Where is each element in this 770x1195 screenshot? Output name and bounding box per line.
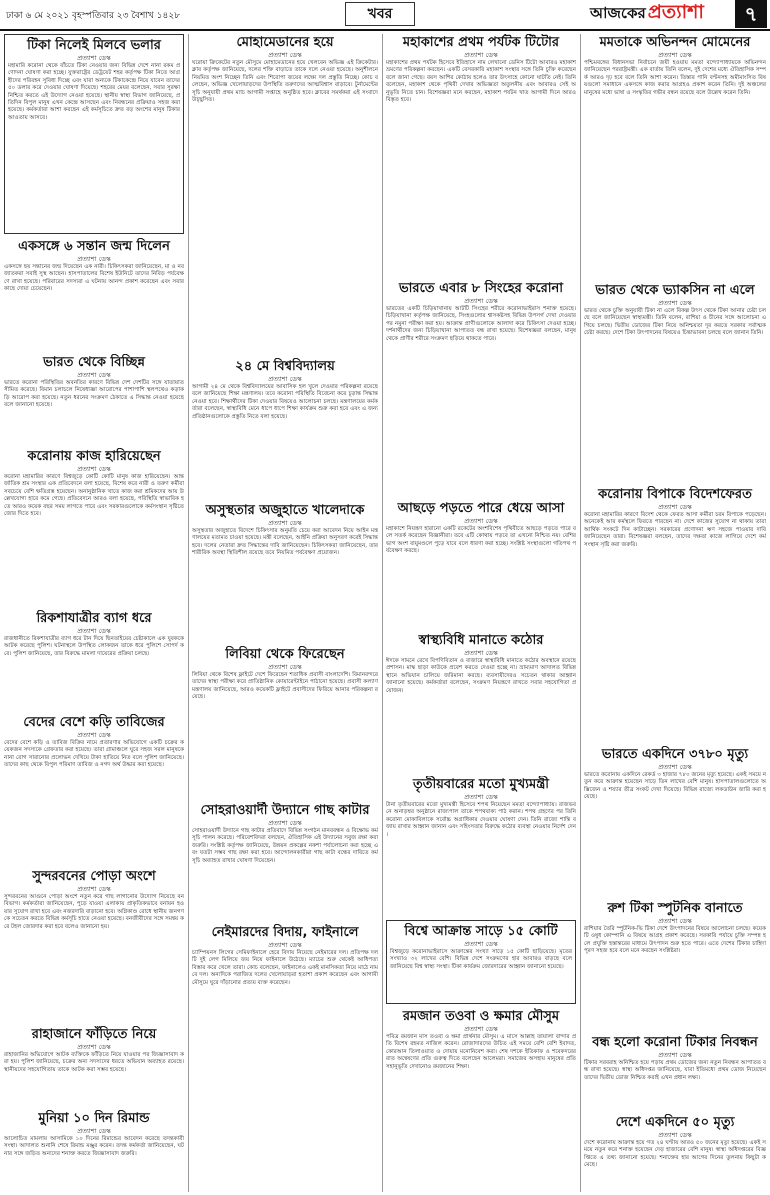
article: [584, 1114, 766, 1192]
article: [584, 900, 766, 1030]
article: [192, 646, 378, 798]
article-byline: প্রত্যাশা ডেস্ক: [268, 663, 302, 671]
article-body: মহাকাশে নিয়ন্ত্রণ হারানো একটি রকেটের অংশবিশেষ পৃথিবীতে আছড়ে পড়তে পারে বলে সতর্ক করেছেন বিজ্ঞানীরা। তবে এটি কোথায় পড়বে তা এখনো নিশ্চিত নয়। বেশিরভাগ অংশ বায়ুমণ্ডলে পুড়ে যাবে বলে ধারণা করা হচ্ছে। সংশ্লিষ্ট সংস্থাগুলো গতিপথ পর্যবেক্ষণ করছে।: [386, 526, 576, 555]
article-byline: প্রত্যাশা ডেস্ক: [268, 819, 302, 827]
article-byline: প্রত্যাশা ডেস্ক: [77, 885, 111, 893]
article-body: করোনা মহামারির কারণে বিদেশ থেকে ফেরত আসা কর্মীরা চরম বিপাকে পড়েছেন। অনেকেই আর কর্মস্থলে ফিরতে পারছেন না। দেশে কাজের সুযোগ না থাকায় তারা আর্থিক সংকটে দিন কাটাচ্ছেন। সরকারের প্রণোদনা ঋণ সহজে পাওয়ার দাবি জানিয়েছেন তারা। বিশেষজ্ঞরা বলছেন, তাদের দক্ষতা কাজে লাগিয়ে দেশে কর্মসংস্থান সৃষ্টি করা জরুরি।: [584, 512, 766, 548]
article-headline: করোনায় কাজ হারিয়েছেন: [27, 449, 161, 464]
article-body: ভারতে করোনায় একদিনে রেকর্ড ৩ হাজার ৭৮০ জনের মৃত্যু হয়েছে। একই সময়ে নতুন করে আক্রান্ত হয়েছেন সাড়ে তিন লাখের বেশি মানুষ। হাসপাতালগুলোতে অক্সিজেন ও শয্যার তীব্র সংকট দেখা দিয়েছে। বিভিন্ন রাজ্যে লকডাউন জারি করা হয়েছে।: [584, 772, 766, 801]
article-byline: প্রত্যাশা ডেস্ক: [464, 649, 498, 657]
column-divider: [580, 34, 581, 1192]
article: [4, 610, 184, 710]
article-body: ভারত থেকে চুক্তি অনুযায়ী টিকা না এলে বিকল্প উৎস থেকে টিকা আনার চেষ্টা চলছে বলে জানিয়েছেন স্বাস্থ্যমন্ত্রী। তিনি বলেন, রাশিয়া ও চীনের সঙ্গে আলোচনা এগিয়ে চলছে। দ্বিতীয় ডোজের টিকা নিয়ে অনিশ্চয়তা দূর করতে সরকার সর্বাত্মক চেষ্টা করছে। দেশে টিকা উৎপাদনের বিষয়েও চিন্তাভাবনা চলছে বলে জানান তিনি।: [584, 308, 766, 337]
article-byline: প্রত্যাশা ডেস্ক: [268, 375, 302, 383]
article-headline: বিশ্বে আক্রান্ত সাড়ে ১৫ কোটি: [404, 924, 558, 939]
article-body: বেদের বেশে কড়ি ও তাবিজ বিক্রির নামে প্রতারণার অভিযোগে একটি চক্রের কয়েকজন সদস্যকে গ্রেফতার করা হয়েছে। তারা গ্রামাঞ্চলে ঘুরে সহজ সরল মানুষকে নানা রোগ সারানোর প্রলোভন দেখিয়ে টাকা হাতিয়ে নিত বলে পুলিশ জানিয়েছে। তাদের কাছ থেকে বিপুল পরিমাণ তাবিজ ও নগদ অর্থ উদ্ধার করা হয়েছে।: [4, 740, 184, 769]
article-byline: প্রত্যাশা ডেস্ক: [464, 51, 498, 59]
article-headline: মোহামেডানের হয়ে: [236, 35, 334, 50]
article: [192, 924, 378, 1192]
article-body: টিকার সরবরাহ অনিশ্চিত হয়ে পড়ায় প্রথম ডোজের জন্য নতুন নিবন্ধন আপাতত বন্ধ রাখা হয়েছে। স্বাস্থ্য অধিদপ্তর জানিয়েছে, যারা ইতিমধ্যে প্রথম ডোজ নিয়েছেন তাদের দ্বিতীয় ডোজ নিশ্চিত করাই এখন প্রধান লক্ষ্য।: [584, 1060, 766, 1081]
article: [4, 1110, 184, 1192]
article-headline: রাহাজানে ফাঁড়িতে নিয়ে: [31, 1027, 157, 1042]
article-headline: রুশ টিকা স্পুটনিক বানাতে: [607, 901, 743, 916]
article-headline: নেইমারদের বিদায়, ফাইনালে: [211, 925, 359, 940]
page-number: ৭: [735, 0, 767, 28]
logo-text-part1: আজকের: [590, 3, 646, 22]
article-byline: প্রত্যাশা ডেস্ক: [77, 54, 111, 62]
issue-date: ঢাকা ৬ মে ২০২১ বৃহস্পতিবার ২৩ বৈশাখ ১৪২৮: [6, 11, 181, 21]
column-2: [192, 34, 378, 1192]
article-headline: সোহরাওয়ার্দী উদ্যানে গাছ কাটার: [200, 803, 370, 818]
article-body: মহামারি করোনা থেকে বাঁচতে টিকা নেওয়ার জন্য বিভিন্ন দেশে নানা রকম প্রণোদনা ঘোষণা করা হচ্ছে। যুক্তরাষ্ট্রের ডেট্রয়েট শহর কর্তৃপক্ষ টিকা নিতে আগ্রহীদের পরিবহন সুবিধা দিচ্ছে এবং যারা অন্যকে টিকাকেন্দ্রে নিয়ে যাবেন তাদের ৫০ ডলার করে দেওয়ার ঘোষণা দিয়েছে। শহরের মেয়র বলেছেন, সবার সুরক্ষা নিশ্চিত করতে এই উদ্যোগ নেওয়া হয়েছে। স্থানীয় স্বাস্থ্য বিভাগ জানিয়েছে, প্রতিদিন বিপুল মানুষ এখন কেন্দ্রে আসছেন এবং নিবন্ধনের প্রক্রিয়াও সহজ করা হয়েছে। কর্মকর্তারা আশা করছেন এই কর্মসূচিতে দ্রুত বড় অংশের মানুষ টিকার আওতায় আসবে।: [8, 63, 180, 121]
article-byline: প্রত্যাশা ডেস্ক: [77, 731, 111, 739]
article-byline: প্রত্যাশা ডেস্ক: [77, 1127, 111, 1135]
article-headline: মমতাকে অভিনন্দন মোমেনের: [599, 35, 751, 50]
article-byline: প্রত্যাশা ডেস্ক: [658, 1131, 692, 1139]
section-label: খবর: [345, 2, 415, 26]
article-body: ঘরোয়া ক্রিকেটের নতুন মৌসুমে মোহামেডানের হয়ে খেলবেন অভিজ্ঞ এই ক্রিকেটার। ক্লাব কর্তৃপক্ষ জানিয়েছে, দলের শক্তি বাড়াতে তাকে দলে নেওয়া হয়েছে। অনুশীলনে নিয়মিত অংশ নিচ্ছেন তিনি এবং শিরোপা জয়ের লক্ষ্যে দল প্রস্তুতি নিচ্ছে। কোচ বলেছেন, অভিজ্ঞ খেলোয়াড়দের উপস্থিতি তরুণদের আত্মবিশ্বাস বাড়াবে। টুর্নামেন্টের সূচি অনুযায়ী প্রথম ম্যাচ আগামী সপ্তাহে অনুষ্ঠিত হবে। ক্লাবের সমর্থকরা এই সংবাদে উচ্ছ্বসিত।: [192, 60, 378, 104]
article-body: রাশিয়ার তৈরি স্পুটনিক-ভি টিকা দেশে উৎপাদনের বিষয়ে আলোচনা চলছে। কয়েকটি ওষুধ কোম্পানি এ বিষয়ে আগ্রহ প্রকাশ করেছে। সরকারি পর্যায়ে চুক্তি সম্পন্ন হলে প্রযুক্তি হস্তান্তরের মাধ্যমে উৎপাদন শুরু হতে পারে। এতে দেশের টিকার চাহিদা পূরণ সহজ হবে বলে মনে করছেন সংশ্লিষ্টরা।: [584, 926, 766, 955]
article-byline: প্রত্যাশা ডেস্ক: [658, 503, 692, 511]
article-headline: ভারত থেকে ভ্যাকসিন না এলে: [595, 283, 755, 298]
article-byline: প্রত্যাশা ডেস্ক: [464, 1025, 498, 1033]
article-body: পবিত্র রমজান মাস তওবা ও ক্ষমা প্রার্থনার মৌসুম। এ মাসে আল্লাহ তায়ালা বান্দার প্রতি বিশেষ রহমত নাজিল করেন। রোজাদারদের উচিত এই সময়ে বেশি বেশি ইবাদত, কোরআন তিলাওয়াত ও দোয়ায় মনোনিবেশ করা। শেষ দশকে ইতিকাফ ও শবেকদরের রাত অন্বেষণের প্রতি গুরুত্ব দিতে বলেছেন আলেমরা। সমাজের অসহায় মানুষের প্রতি সহানুভূতি দেখানোও রমজানের শিক্ষা।: [386, 1034, 576, 1070]
article: [386, 1008, 576, 1192]
article: [192, 502, 378, 642]
article-headline: অসুস্থতার অজুহাতে খালেদাকে: [205, 503, 365, 518]
article-headline: আছড়ে পড়তে পারে ধেয়ে আসা: [397, 501, 565, 516]
newspaper-logo: [590, 1, 704, 27]
article-headline: মহাকাশের প্রথম পর্যটক টিটোর: [402, 35, 560, 50]
article-body: লিবিয়া থেকে বিশেষ ফ্লাইটে দেশে ফিরেছেন শতাধিক প্রবাসী বাংলাদেশি। বিমানবন্দরে তাদের স্বাস্থ্য পরীক্ষা করে প্রাতিষ্ঠানিক কোয়ারেন্টাইনে পাঠানো হয়েছে। প্রবাসী কল্যাণ মন্ত্রণালয় জানিয়েছে, আরও কয়েকটি ফ্লাইটে প্রবাসীদের ফিরিয়ে আনার পরিকল্পনা রয়েছে।: [192, 672, 378, 701]
article-headline: ভারতে এবার ৮ সিংহের করোনা: [398, 281, 564, 296]
article-byline: প্রত্যাশা ডেস্ক: [77, 255, 111, 263]
column-4: [584, 34, 766, 1192]
article-byline: প্রত্যাশা ডেস্ক: [77, 1043, 111, 1051]
article: [386, 280, 576, 496]
article: [4, 448, 184, 606]
article-headline: দেশে একদিনে ৫০ মৃত্যু: [615, 1115, 735, 1130]
article-byline: প্রত্যাশা ডেস্ক: [658, 917, 692, 925]
article: [386, 920, 576, 1004]
article-body: ঈদকে সামনে রেখে বিপণিবিতান ও বাজারে স্বাস্থ্যবিধি মানাতে কঠোর অবস্থানে রয়েছে প্রশাসন। মাস্ক ছাড়া কাউকে প্রবেশ করতে দেওয়া হচ্ছে না। ভ্রাম্যমাণ আদালত বিভিন্ন স্থানে অভিযান চালিয়ে জরিমানা করছে। ব্যবসায়ীদেরও সচেতন থাকার আহ্বান জানানো হয়েছে। কর্মকর্তারা বলেছেন, সংক্রমণ নিয়ন্ত্রণে রাখতে সবার সহযোগিতা প্রয়োজন।: [386, 658, 576, 694]
article-body: সুন্দরবনের আগুনে পোড়া অংশে নতুন করে গাছ লাগানোর উদ্যোগ নিয়েছে বন বিভাগ। কর্মকর্তারা জানিয়েছেন, পুড়ে যাওয়া এলাকায় প্রাকৃতিকভাবে বনায়ন হওয়ার সুযোগ রাখা হবে এবং নজরদারি বাড়ানো হবে। অগ্নিকাণ্ড রোধে স্থানীয় জনগণকে সচেতন করতে বিভিন্ন কর্মসূচি হাতে নেওয়া হয়েছে। বনজীবীদের সঙ্গে সমন্বয় করে টহল জোরদার করা হবে বলেও জানানো হয়।: [4, 894, 184, 930]
column-divider: [382, 34, 383, 1192]
article: [4, 714, 184, 864]
article-body: ভারতের একটি চিড়িয়াখানায় আটটি সিংহের শরীরে করোনাভাইরাস শনাক্ত হয়েছে। চিড়িয়াখানা কর্তৃপক্ষ জানিয়েছে, সিংহগুলোর শ্বাসকষ্টসহ বিভিন্ন উপসর্গ দেখা দেওয়ার পর নমুনা পরীক্ষা করা হয়। আক্রান্ত প্রাণীগুলোকে আলাদা করে চিকিৎসা দেওয়া হচ্ছে। দর্শনার্থীদের জন্য চিড়িয়াখানা আপাতত বন্ধ রাখা হয়েছে। বিশেষজ্ঞরা বলছেন, মানুষ থেকে প্রাণীর শরীরে সংক্রমণ ছড়িয়ে থাকতে পারে।: [386, 306, 576, 342]
article-body: পশ্চিমবঙ্গের বিধানসভা নির্বাচনে জয়ী হওয়ায় মমতা বন্দ্যোপাধ্যায়কে অভিনন্দন জানিয়েছেন পররাষ্ট্রমন্ত্রী। এক বার্তায় তিনি বলেন, দুই দেশের মধ্যে ঐতিহাসিক সম্পর্ক আরও দৃঢ় হবে বলে তিনি আশা করেন। তিস্তার পানি বণ্টনসহ অমীমাংসিত বিষয়গুলো সমাধানে একসঙ্গে কাজ করার আগ্রহও প্রকাশ করেন তিনি। দুই অঞ্চলের মানুষের মধ্যে ভাষা ও সংস্কৃতির গভীর বন্ধন রয়েছে বলে উল্লেখ করেন তিনি।: [584, 60, 766, 96]
article-body: টানা তৃতীয়বারের মতো মুখ্যমন্ত্রী হিসেবে শপথ নিয়েছেন মমতা বন্দ্যোপাধ্যায়। রাজভবনে অনাড়ম্বর অনুষ্ঠানে রাজ্যপাল তাকে শপথবাক্য পাঠ করান। শপথ গ্রহণের পর তিনি করোনা মোকাবিলাকে সর্বোচ্চ অগ্রাধিকার দেওয়ার ঘোষণা দেন। তিনি রাজ্যে শান্তি বজায় রাখার আহ্বান জানান এবং সহিংসতার বিরুদ্ধে কঠোর ব্যবস্থা নেওয়ার নির্দেশ দেন।: [386, 802, 576, 838]
article: [192, 358, 378, 498]
article-body: দেশে করোনায় আক্রান্ত হয়ে গত ২৪ ঘণ্টায় আরও ৫০ জনের মৃত্যু হয়েছে। একই সময়ে নতুন করে শনাক্ত হয়েছেন দেড় হাজারের বেশি মানুষ। স্বাস্থ্য অধিদপ্তরের বিজ্ঞপ্তিতে এ তথ্য জানানো হয়েছে। শনাক্তের হার আগের দিনের তুলনায় কিছুটা কমেছে।: [584, 1140, 766, 1169]
article: [192, 34, 378, 354]
article-headline: রিকশাযাত্রীর ব্যাগ ধরে: [36, 611, 152, 626]
article-headline: একসঙ্গে ৬ সন্তান জন্ম দিলেন: [18, 239, 170, 254]
article: [4, 868, 184, 1022]
article: [386, 632, 576, 772]
article-body: বিশ্বজুড়ে করোনাভাইরাসে আক্রান্তের সংখ্যা সাড়ে ১৫ কোটি ছাড়িয়েছে। মৃতের সংখ্যাও ৩২ লাখের বেশি। বিভিন্ন দেশে সংক্রমণের হার আবারও বাড়ছে বলে জানিয়েছে বিশ্ব স্বাস্থ্য সংস্থা। টিকা কার্যক্রম জোরদারের আহ্বান জানানো হয়েছে।: [390, 949, 572, 970]
article-byline: প্রত্যাশা ডেস্ক: [464, 793, 498, 801]
masthead-rule: [0, 29, 770, 31]
article-headline: তৃতীয়বারের মতো মুখ্যমন্ত্রী: [413, 777, 549, 792]
article-byline: প্রত্যাশা ডেস্ক: [268, 519, 302, 527]
article-headline: ভারত থেকে বিচ্ছিন্ন: [43, 355, 145, 370]
article-headline: মুনিয়া ১০ দিন রিমান্ড: [38, 1111, 150, 1126]
article: [584, 746, 766, 896]
article: [584, 1034, 766, 1110]
article-byline: প্রত্যাশা ডেস্ক: [77, 465, 111, 473]
article-body: মহাকাশের প্রথম পর্যটক হিসেবে ইতিহাসে নাম লেখানো ডেনিস টিটো আবারও মহাকাশ ভ্রমণের পরিকল্পনা করছেন। একটি বেসরকারি মহাকাশ সংস্থার সঙ্গে তিনি চুক্তি করেছেন বলে জানা গেছে। বয়স আশির কোঠায় হলেও তার উৎসাহে কোনো ঘাটতি নেই। তিনি বলেছেন, মহাকাশ থেকে পৃথিবী দেখার অভিজ্ঞতা অতুলনীয় এবং আবারও সেই অনুভূতি নিতে চান। বিশেষজ্ঞরা মনে করছেন, মহাকাশ পর্যটন খাত আগামী দিনে আরও বিস্তৃত হবে।: [386, 60, 576, 104]
article: [386, 500, 576, 628]
article: [584, 34, 766, 278]
article-body: রাজধানীতে রিকশাযাত্রীর ব্যাগ ধরে টান দিয়ে ছিনতাইয়ের চেষ্টাকালে এক যুবককে আটক করেছে পুলিশ। ঘটনাস্থলে উপস্থিত লোকজন তাকে ধরে পুলিশে সোপর্দ করে। পুলিশ জানিয়েছে, তার বিরুদ্ধে মামলা দায়েরের প্রক্রিয়া চলছে।: [4, 636, 184, 657]
article-body: আলোচিত মামলায় আসামিকে ১০ দিনের রিমান্ডের আবেদন করেছে তদন্তকারী সংস্থা। আদালত শুনানি শেষে রিমান্ড মঞ্জুর করেন। তদন্ত কর্মকর্তা জানিয়েছেন, ঘটনার সঙ্গে জড়িত অন্যদের শনাক্ত করতে জিজ্ঞাসাবাদ জরুরি।: [4, 1136, 184, 1157]
logo-text-part2: প্রত্যাশা: [647, 1, 704, 23]
column-1: [4, 34, 184, 1192]
article: [4, 34, 184, 234]
article-headline: টিকা নিলেই মিলবে ভলার: [27, 38, 161, 53]
column-3: [386, 34, 576, 1192]
article-body: সোহরাওয়ার্দী উদ্যানে গাছ কাটার প্রতিবাদে বিভিন্ন সংগঠন মানববন্ধন ও বিক্ষোভ কর্মসূচি পালন করেছে। পরিবেশবিদরা বলছেন, ঐতিহাসিক এই উদ্যানের সবুজ রক্ষা করা জরুরি। সংশ্লিষ্ট কর্তৃপক্ষ জানিয়েছে, উন্নয়ন প্রকল্পের নকশা পর্যালোচনা করা হচ্ছে এবং যতটা সম্ভব গাছ রক্ষা করা হবে। আন্দোলনকারীরা গাছ কাটা বন্ধের দাবিতে কর্মসূচি অব্যাহত রাখার ঘোষণা দিয়েছেন।: [192, 828, 378, 864]
article: [4, 1026, 184, 1106]
article-byline: প্রত্যাশা ডেস্ক: [77, 627, 111, 635]
article-headline: স্বাস্থ্যবিধি মানাতে কঠোর: [418, 633, 544, 648]
article-byline: প্রত্যাশা ডেস্ক: [658, 1051, 692, 1059]
article-headline: করোনায় বিপাকে বিদেশফেরত: [598, 487, 752, 502]
article-byline: প্রত্যাশা ডেস্ক: [464, 517, 498, 525]
article-byline: প্রত্যাশা ডেস্ক: [268, 941, 302, 949]
article-byline: প্রত্যাশা ডেস্ক: [658, 51, 692, 59]
article-body: চ্যাম্পিয়নস লিগের সেমিফাইনালে হেরে বিদায় নিয়েছে নেইমারের দল। প্রতিপক্ষ দলটি দুই লেগ মিলিয়ে জয় নিয়ে ফাইনালে উঠেছে। ম্যাচের শুরু থেকেই আধিপত্য বিস্তার করে খেলে তারা। কোচ বলেছেন, ফাইনালেও একই মানসিকতা নিয়ে মাঠে নামবে দল। অন্যদিকে পরাজিত দলের খেলোয়াড়রা হতাশা প্রকাশ করেছেন এবং আগামী মৌসুমে ঘুরে দাঁড়ানোর প্রত্যয় ব্যক্ত করেছেন।: [192, 950, 378, 986]
article-headline: সুন্দরবনের পোড়া অংশে: [32, 869, 156, 884]
article-body: ভারতে করোনা পরিস্থিতির অবনতির কারণে বিভিন্ন দেশ দেশটির সঙ্গে যাতায়াত সীমিত করেছে। বিমান চলাচলে নিষেধাজ্ঞা আরোপের পাশাপাশি স্থলপথেও কড়াকড়ি আরোপ করা হয়েছে। নতুন ধরনের সংক্রমণ ঠেকাতে এ সিদ্ধান্ত নেওয়া হয়েছে বলে জানানো হয়েছে।: [4, 380, 184, 409]
masthead: [0, 0, 770, 30]
article-headline: লিবিয়া থেকে ফিরেছেন: [225, 647, 345, 662]
article-body: রাহাজানির অভিযোগে আটক ব্যক্তিকে ফাঁড়িতে নিয়ে যাওয়ার পর জিজ্ঞাসাবাদ করা হয়। পুলিশ জানিয়েছে, চক্রের অন্য সদস্যদের ধরতে অভিযান অব্যাহত রয়েছে। স্থানীয়দের সহযোগিতায় তাকে আটক করা সম্ভব হয়েছে।: [4, 1052, 184, 1073]
article-headline: বেদের বেশে কড়ি তাবিজের: [23, 715, 165, 730]
article-body: আগামী ২৪ মে থেকে বিশ্ববিদ্যালয়ের আবাসিক হল খুলে দেওয়ার পরিকল্পনা রয়েছে বলে জানিয়েছে শিক্ষা মন্ত্রণালয়। তবে করোনা পরিস্থিতি বিবেচনা করে চূড়ান্ত সিদ্ধান্ত নেওয়া হবে। শিক্ষার্থীদের টিকা দেওয়ার বিষয়েও আলোচনা চলছে। মন্ত্রণালয়ের কর্মকর্তারা বলেছেন, স্বাস্থ্যবিধি মেনে ধাপে ধাপে শিক্ষা কার্যক্রম শুরু করা হবে এবং এ জন্য প্রতিষ্ঠানগুলোকে প্রস্তুতি নিতে বলা হয়েছে।: [192, 384, 378, 420]
article-headline: ভারতে একদিনে ৩৭৮০ মৃত্যু: [601, 747, 749, 762]
article-byline: প্রত্যাশা ডেস্ক: [658, 763, 692, 771]
article: [4, 238, 184, 350]
article: [386, 34, 576, 276]
article-headline: রমজান তওবা ও ক্ষমার মৌসুম: [402, 1009, 560, 1024]
article: [192, 802, 378, 920]
article: [584, 282, 766, 482]
article-body: করোনা মহামারির কারণে বিশ্বজুড়ে কোটি কোটি মানুষ কাজ হারিয়েছেন। আন্তর্জাতিক শ্রম সংস্থার এক প্রতিবেদনে বলা হয়েছে, বিশেষ করে নারী ও তরুণ কর্মীরা সবচেয়ে বেশি ক্ষতিগ্রস্ত হয়েছেন। অনানুষ্ঠানিক খাতে কাজ করা শ্রমিকদের আয় উল্লেখযোগ্য হারে কমে গেছে। প্রতিবেদনে আরও বলা হয়েছে, পরিস্থিতি স্বাভাবিক হতে আরও কয়েক বছর সময় লাগতে পারে এবং সরকারগুলোকে কর্মসংস্থান সৃষ্টিতে জোর দিতে হবে।: [4, 474, 184, 518]
article: [584, 486, 766, 742]
article-body: অসুস্থতার অজুহাতে বিদেশে চিকিৎসার অনুমতি চেয়ে করা আবেদন নিয়ে আইন মন্ত্রণালয়ের মতামত চাওয়া হয়েছে। মন্ত্রী বলেছেন, আইনি প্রক্রিয়া অনুসরণ করেই সিদ্ধান্ত হবে। দলের নেতারা দ্রুত সিদ্ধান্তের দাবি জানিয়েছেন। চিকিৎসকরা জানিয়েছেন, তার শারীরিক অবস্থা স্থিতিশীল রয়েছে তবে নিয়মিত পর্যবেক্ষণ প্রয়োজন।: [192, 528, 378, 557]
article-headline: ২৪ মে বিশ্ববিদ্যালয়: [235, 359, 335, 374]
article-byline: প্রত্যাশা ডেস্ক: [77, 371, 111, 379]
article-byline: প্রত্যাশা ডেস্ক: [464, 297, 498, 305]
article: [386, 776, 576, 916]
article-headline: বন্ধ হলো করোনা টিকার নিবন্ধন: [592, 1035, 758, 1050]
article-byline: প্রত্যাশা ডেস্ক: [658, 299, 692, 307]
article-byline: প্রত্যাশা ডেস্ক: [268, 51, 302, 59]
article: [4, 354, 184, 444]
column-divider: [188, 34, 189, 1192]
article-byline: প্রত্যাশা ডেস্ক: [464, 940, 498, 948]
article-body: একসঙ্গে ছয় সন্তানের জন্ম দিয়েছেন এক নারী। চিকিৎসকরা জানিয়েছেন, মা ও নবজাতকরা সবাই সুস্থ আছেন। হাসপাতালের বিশেষ ইউনিটে তাদের নিবিড় পর্যবেক্ষণে রাখা হয়েছে। পরিবারের সদস্যরা এ ঘটনায় আনন্দ প্রকাশ করেছেন এবং সবার কাছে দোয়া চেয়েছেন।: [4, 264, 184, 293]
